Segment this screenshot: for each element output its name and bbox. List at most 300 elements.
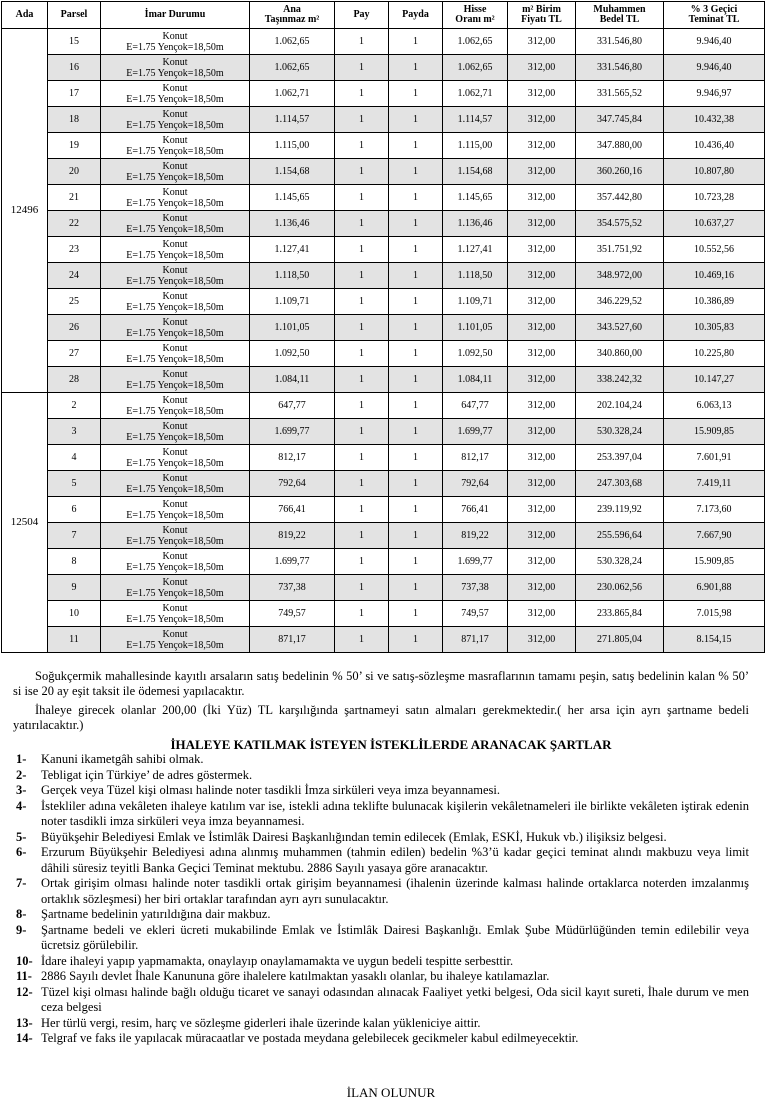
condition-number: 1-	[16, 752, 27, 766]
cell-hisse: 1.101,05	[443, 315, 508, 341]
table-row	[2, 237, 765, 263]
cell-ana-tasinmaz: 1.127,41	[250, 237, 335, 263]
condition-text: Şartname bedelinin yatırıldığına dair makbuz.	[41, 907, 271, 921]
cell-gecici-teminat: 10.147,27	[664, 367, 765, 393]
condition-item	[16, 752, 749, 768]
cell-ana-tasinmaz: 1.136,46	[250, 211, 335, 237]
cell-parsel: 19	[48, 133, 101, 159]
cell-parsel: 5	[48, 471, 101, 497]
cell-birim-fiyat: 312,00	[508, 575, 576, 601]
table-row	[2, 211, 765, 237]
condition-number: 2-	[16, 767, 27, 782]
cell-pay: 1	[335, 81, 389, 107]
cell-muhammen-bedel: 360.260,16	[576, 159, 664, 185]
table-row	[2, 289, 765, 315]
zoning-params: E=1.75 Yençok=18,50m	[126, 509, 224, 521]
cell-muhammen-bedel: 357.442,80	[576, 185, 664, 211]
cell-imar-durumu	[101, 575, 250, 601]
table-row	[2, 445, 765, 471]
zoning-type: Konut	[162, 498, 188, 510]
cell-payda: 1	[389, 159, 443, 185]
cell-parsel: 11	[48, 627, 101, 653]
cell-hisse: 737,38	[443, 575, 508, 601]
zoning-type: Konut	[162, 212, 188, 224]
zoning-params: E=1.75 Yençok=18,50m	[126, 379, 224, 391]
table-row	[2, 263, 765, 289]
table-header-row	[2, 2, 765, 29]
cell-payda: 1	[389, 575, 443, 601]
cell-payda: 1	[389, 523, 443, 549]
cell-muhammen-bedel: 343.527,60	[576, 315, 664, 341]
cell-imar-durumu	[101, 237, 250, 263]
table-row	[2, 627, 765, 653]
condition-text: 2886 Sayılı devlet İhale Kanununa göre ihalelere katılmaktan yasaklı olanlar, bu ihaleye katılamazlar.	[41, 969, 550, 983]
cell-parsel: 9	[48, 575, 101, 601]
condition-text: Ortak girişim olması halinde noter tasdikli ortak girişim beyannamesi (ihalenin üzerinde kalması halinde ortaklarca noterden imzalanmış ortaklık sözleşmesi) her biri ortaklar tarafından ayrı ayrı sunulacaktır.	[41, 876, 749, 906]
zoning-type: Konut	[162, 628, 188, 640]
condition-item	[16, 969, 749, 985]
cell-hisse: 1.118,50	[443, 263, 508, 289]
cell-pay: 1	[335, 393, 389, 419]
cell-birim-fiyat: 312,00	[508, 627, 576, 653]
cell-birim-fiyat: 312,00	[508, 133, 576, 159]
cell-hisse: 1.109,71	[443, 289, 508, 315]
cell-payda: 1	[389, 419, 443, 445]
cell-birim-fiyat: 312,00	[508, 237, 576, 263]
cell-pay: 1	[335, 237, 389, 263]
cell-gecici-teminat: 10.637,27	[664, 211, 765, 237]
condition-item	[16, 876, 749, 907]
cell-payda: 1	[389, 133, 443, 159]
cell-pay: 1	[335, 445, 389, 471]
cell-birim-fiyat: 312,00	[508, 367, 576, 393]
cell-muhammen-bedel: 233.865,84	[576, 601, 664, 627]
cell-pay: 1	[335, 575, 389, 601]
cell-gecici-teminat: 7.601,91	[664, 445, 765, 471]
cell-ana-tasinmaz: 1.115,00	[250, 133, 335, 159]
cell-gecici-teminat: 10.432,38	[664, 107, 765, 133]
cell-hisse: 749,57	[443, 601, 508, 627]
condition-text: Büyükşehir Belediyesi Emlak ve İstimlâk Dairesi Başkanlığından temin edilecek (Emlak, ESKİ, Hukuk vb.) ilişiksiz belgesi.	[41, 829, 667, 844]
cell-payda: 1	[389, 263, 443, 289]
condition-text: Her türlü vergi, resim, harç ve sözleşme giderleri ihale üzerinde kalan yükleniciye aittir.	[41, 1015, 481, 1030]
condition-number: 6-	[16, 845, 27, 859]
cell-payda: 1	[389, 107, 443, 133]
cell-birim-fiyat: 312,00	[508, 497, 576, 523]
table-row	[2, 575, 765, 601]
cell-imar-durumu	[101, 471, 250, 497]
cell-birim-fiyat: 312,00	[508, 55, 576, 81]
cell-gecici-teminat: 6.901,88	[664, 575, 765, 601]
zoning-params: E=1.75 Yençok=18,50m	[126, 67, 224, 79]
cell-gecici-teminat: 9.946,40	[664, 55, 765, 81]
cell-gecici-teminat: 7.667,90	[664, 523, 765, 549]
condition-text: İstekliler adına vekâleten ihaleye katılım var ise, istekli adına teklifte bulunacak kişilerin vekâletnameleri ile birlikte vekâleten iştirak edenin noter tasdikli imza sirküleri veya imza beyannamesi.	[41, 798, 749, 828]
cell-parsel: 28	[48, 367, 101, 393]
cell-imar-durumu	[101, 315, 250, 341]
cell-imar-durumu	[101, 601, 250, 627]
table-row	[2, 315, 765, 341]
cell-muhammen-bedel: 271.805,04	[576, 627, 664, 653]
cell-pay: 1	[335, 419, 389, 445]
condition-item	[16, 799, 749, 830]
cell-payda: 1	[389, 549, 443, 575]
cell-payda: 1	[389, 471, 443, 497]
zoning-params: E=1.75 Yençok=18,50m	[126, 145, 224, 157]
zoning-type: Konut	[162, 446, 188, 458]
condition-item	[16, 783, 749, 799]
cell-parsel: 20	[48, 159, 101, 185]
cell-muhammen-bedel: 348.972,00	[576, 263, 664, 289]
cell-imar-durumu	[101, 107, 250, 133]
cell-parsel: 24	[48, 263, 101, 289]
table-row	[2, 55, 765, 81]
cell-ana-tasinmaz: 1.062,71	[250, 81, 335, 107]
zoning-params: E=1.75 Yençok=18,50m	[126, 275, 224, 287]
zoning-type: Konut	[162, 316, 188, 328]
cell-hisse: 1.062,65	[443, 29, 508, 55]
conditions-heading: İHALEYE KATILMAK İSTEYEN İSTEKLİLERDE ARANACAK ŞARTLAR	[170, 737, 612, 752]
zoning-params: E=1.75 Yençok=18,50m	[126, 535, 224, 547]
zoning-params: E=1.75 Yençok=18,50m	[126, 405, 224, 417]
header-ada: Ada	[2, 2, 48, 29]
cell-muhammen-bedel: 351.751,92	[576, 237, 664, 263]
cell-hisse: 1.062,71	[443, 81, 508, 107]
zoning-params: E=1.75 Yençok=18,50m	[126, 301, 224, 313]
cell-payda: 1	[389, 55, 443, 81]
cell-ana-tasinmaz: 766,41	[250, 497, 335, 523]
cell-gecici-teminat: 9.946,97	[664, 81, 765, 107]
zoning-type: Konut	[162, 472, 188, 484]
header-parsel: Parsel	[48, 2, 101, 29]
cell-imar-durumu	[101, 627, 250, 653]
cell-parsel: 17	[48, 81, 101, 107]
condition-item	[16, 954, 749, 970]
cell-hisse: 792,64	[443, 471, 508, 497]
condition-number: 11-	[16, 969, 32, 983]
cell-imar-durumu	[101, 211, 250, 237]
cell-hisse: 1.127,41	[443, 237, 508, 263]
cell-payda: 1	[389, 237, 443, 263]
cell-imar-durumu	[101, 55, 250, 81]
cell-hisse: 1.084,11	[443, 367, 508, 393]
cell-ana-tasinmaz: 1.114,57	[250, 107, 335, 133]
zoning-params: E=1.75 Yençok=18,50m	[126, 561, 224, 573]
cell-muhammen-bedel: 239.119,92	[576, 497, 664, 523]
header-imar-durumu: İmar Durumu	[101, 2, 250, 29]
cell-payda: 1	[389, 341, 443, 367]
condition-item	[16, 845, 749, 876]
cell-ana-tasinmaz: 1.092,50	[250, 341, 335, 367]
cell-gecici-teminat: 9.946,40	[664, 29, 765, 55]
cell-ana-tasinmaz: 749,57	[250, 601, 335, 627]
cell-hisse: 647,77	[443, 393, 508, 419]
header-payda: Payda	[389, 2, 443, 29]
cell-payda: 1	[389, 497, 443, 523]
cell-payda: 1	[389, 315, 443, 341]
cell-hisse: 819,22	[443, 523, 508, 549]
cell-hisse: 1.136,46	[443, 211, 508, 237]
table-row	[2, 107, 765, 133]
zoning-type: Konut	[162, 394, 188, 406]
cell-pay: 1	[335, 497, 389, 523]
table-row	[2, 393, 765, 419]
cell-muhammen-bedel: 530.328,24	[576, 549, 664, 575]
cell-gecici-teminat: 10.552,56	[664, 237, 765, 263]
condition-number: 13-	[16, 1015, 33, 1030]
cell-parsel: 10	[48, 601, 101, 627]
cell-parsel: 3	[48, 419, 101, 445]
cell-pay: 1	[335, 523, 389, 549]
cell-birim-fiyat: 312,00	[508, 341, 576, 367]
cell-ana-tasinmaz: 1.699,77	[250, 549, 335, 575]
cell-gecici-teminat: 6.063,13	[664, 393, 765, 419]
zoning-params: E=1.75 Yençok=18,50m	[126, 249, 224, 261]
zoning-type: Konut	[162, 186, 188, 198]
conditions-list	[16, 752, 749, 1047]
condition-number: 10-	[16, 953, 33, 968]
cell-gecici-teminat: 10.386,89	[664, 289, 765, 315]
zoning-params: E=1.75 Yençok=18,50m	[126, 41, 224, 53]
cell-pay: 1	[335, 133, 389, 159]
cell-ana-tasinmaz: 819,22	[250, 523, 335, 549]
cell-pay: 1	[335, 341, 389, 367]
zoning-type: Konut	[162, 160, 188, 172]
zoning-params: E=1.75 Yençok=18,50m	[126, 353, 224, 365]
cell-birim-fiyat: 312,00	[508, 471, 576, 497]
cell-ana-tasinmaz: 1.084,11	[250, 367, 335, 393]
header-pay: Pay	[335, 2, 389, 29]
zoning-type: Konut	[162, 264, 188, 276]
zoning-params: E=1.75 Yençok=18,50m	[126, 197, 224, 209]
header-muhammen-bedel: Muhammen Bedel TL	[576, 2, 664, 29]
cell-payda: 1	[389, 367, 443, 393]
cell-gecici-teminat: 15.909,85	[664, 549, 765, 575]
cell-imar-durumu	[101, 289, 250, 315]
cell-gecici-teminat: 15.909,85	[664, 419, 765, 445]
cell-muhammen-bedel: 230.062,56	[576, 575, 664, 601]
cell-payda: 1	[389, 29, 443, 55]
cell-birim-fiyat: 312,00	[508, 185, 576, 211]
condition-item	[16, 1016, 749, 1032]
zoning-type: Konut	[162, 602, 188, 614]
header-gecici-teminat: % 3 Geçici Teminat TL	[664, 2, 765, 29]
zoning-type: Konut	[162, 576, 188, 588]
cell-birim-fiyat: 312,00	[508, 81, 576, 107]
cell-ana-tasinmaz: 647,77	[250, 393, 335, 419]
cell-ana-tasinmaz: 1.101,05	[250, 315, 335, 341]
cell-pay: 1	[335, 107, 389, 133]
condition-item	[16, 985, 749, 1016]
zoning-type: Konut	[162, 342, 188, 354]
cell-parsel: 4	[48, 445, 101, 471]
table-row	[2, 497, 765, 523]
cell-muhammen-bedel: 354.575,52	[576, 211, 664, 237]
cell-imar-durumu	[101, 497, 250, 523]
cell-birim-fiyat: 312,00	[508, 393, 576, 419]
cell-muhammen-bedel: 331.546,80	[576, 55, 664, 81]
cell-hisse: 766,41	[443, 497, 508, 523]
cell-birim-fiyat: 312,00	[508, 289, 576, 315]
cell-imar-durumu	[101, 159, 250, 185]
cell-imar-durumu	[101, 445, 250, 471]
cell-pay: 1	[335, 289, 389, 315]
zoning-params: E=1.75 Yençok=18,50m	[126, 431, 224, 443]
cell-birim-fiyat: 312,00	[508, 29, 576, 55]
zoning-params: E=1.75 Yençok=18,50m	[126, 119, 224, 131]
condition-item	[16, 907, 749, 923]
cell-gecici-teminat: 7.015,98	[664, 601, 765, 627]
table-row	[2, 549, 765, 575]
cell-parsel: 25	[48, 289, 101, 315]
cell-pay: 1	[335, 549, 389, 575]
cell-ana-tasinmaz: 792,64	[250, 471, 335, 497]
cell-gecici-teminat: 10.436,40	[664, 133, 765, 159]
cell-imar-durumu	[101, 81, 250, 107]
table-row	[2, 341, 765, 367]
cell-ana-tasinmaz: 1.062,65	[250, 29, 335, 55]
cell-pay: 1	[335, 367, 389, 393]
cell-pay: 1	[335, 601, 389, 627]
cell-ada: 12496	[2, 29, 48, 393]
table-row	[2, 601, 765, 627]
zoning-params: E=1.75 Yençok=18,50m	[126, 93, 224, 105]
cell-imar-durumu	[101, 185, 250, 211]
cell-parsel: 22	[48, 211, 101, 237]
cell-payda: 1	[389, 185, 443, 211]
zoning-type: Konut	[162, 420, 188, 432]
cell-hisse: 812,17	[443, 445, 508, 471]
cell-imar-durumu	[101, 263, 250, 289]
cell-imar-durumu	[101, 367, 250, 393]
condition-text: İdare ihaleyi yapıp yapmamakta, onaylayıp onaylamamakta ve uygun bedeli tespitte serbesttir.	[41, 953, 514, 968]
cell-payda: 1	[389, 289, 443, 315]
condition-item	[16, 1031, 749, 1047]
cell-pay: 1	[335, 627, 389, 653]
condition-item	[16, 923, 749, 954]
cell-parsel: 15	[48, 29, 101, 55]
cell-birim-fiyat: 312,00	[508, 549, 576, 575]
cell-hisse: 871,17	[443, 627, 508, 653]
condition-number: 8-	[16, 907, 27, 921]
cell-ana-tasinmaz: 1.109,71	[250, 289, 335, 315]
header-ana-tasinmaz: Ana Taşınmaz m²	[250, 2, 335, 29]
cell-imar-durumu	[101, 549, 250, 575]
cell-parsel: 8	[48, 549, 101, 575]
condition-text: Erzurum Büyükşehir Belediyesi adına alınmış muhammen (tahmin edilen) bedelin %3’ü kadar geçici teminat alındı makbuzu veya limit dâhili süresiz teyitli Banka Geçici Teminat mektubu. 2886 Sayılı yasaya göre aranacaktır.	[41, 845, 749, 875]
cell-birim-fiyat: 312,00	[508, 601, 576, 627]
cell-birim-fiyat: 312,00	[508, 523, 576, 549]
zoning-params: E=1.75 Yençok=18,50m	[126, 639, 224, 651]
cell-pay: 1	[335, 211, 389, 237]
cell-gecici-teminat: 10.723,28	[664, 185, 765, 211]
cell-ana-tasinmaz: 871,17	[250, 627, 335, 653]
parcel-table-body	[2, 29, 765, 653]
header-hisse: Hisse Oranı m²	[443, 2, 508, 29]
zoning-type: Konut	[162, 368, 188, 380]
zoning-params: E=1.75 Yençok=18,50m	[126, 613, 224, 625]
cell-muhammen-bedel: 347.880,00	[576, 133, 664, 159]
cell-pay: 1	[335, 159, 389, 185]
table-row	[2, 133, 765, 159]
condition-number: 3-	[16, 783, 27, 797]
cell-parsel: 7	[48, 523, 101, 549]
cell-parsel: 2	[48, 393, 101, 419]
cell-parsel: 18	[48, 107, 101, 133]
cell-muhammen-bedel: 331.546,80	[576, 29, 664, 55]
cell-parsel: 6	[48, 497, 101, 523]
table-row	[2, 367, 765, 393]
cell-birim-fiyat: 312,00	[508, 159, 576, 185]
parcel-table	[1, 1, 765, 653]
table-row	[2, 29, 765, 55]
cell-hisse: 1.699,77	[443, 549, 508, 575]
cell-muhammen-bedel: 255.596,64	[576, 523, 664, 549]
cell-gecici-teminat: 7.173,60	[664, 497, 765, 523]
cell-muhammen-bedel: 338.242,32	[576, 367, 664, 393]
zoning-params: E=1.75 Yençok=18,50m	[126, 483, 224, 495]
table-row	[2, 159, 765, 185]
cell-ana-tasinmaz: 1.154,68	[250, 159, 335, 185]
cell-imar-durumu	[101, 393, 250, 419]
cell-parsel: 16	[48, 55, 101, 81]
condition-number: 9-	[16, 922, 27, 937]
condition-number: 14-	[16, 1031, 33, 1045]
table-row	[2, 81, 765, 107]
specification-fee-paragraph: İhaleye girecek olanlar 200,00 (İki Yüz) TL karşılığında şartnameyi satın almaları gerekmektedir.( her arsa için ayrı şartname bedeli yatırılacaktır.)	[13, 703, 749, 732]
payment-terms-paragraph: Soğukçermik mahallesinde kayıtlı arsaların satış bedelinin % 50’ si ve satış-sözleşme masraflarının tamamı peşin, satış bedelinin kalan % 50’ si ise 20 ay eşit taksit ile ödemesi yapılacaktır.	[13, 669, 749, 698]
cell-hisse: 1.114,57	[443, 107, 508, 133]
cell-ana-tasinmaz: 812,17	[250, 445, 335, 471]
cell-muhammen-bedel: 340.860,00	[576, 341, 664, 367]
cell-gecici-teminat: 7.419,11	[664, 471, 765, 497]
cell-muhammen-bedel: 530.328,24	[576, 419, 664, 445]
condition-number: 4-	[16, 798, 27, 813]
cell-birim-fiyat: 312,00	[508, 445, 576, 471]
cell-ana-tasinmaz: 1.062,65	[250, 55, 335, 81]
cell-gecici-teminat: 10.225,80	[664, 341, 765, 367]
cell-payda: 1	[389, 393, 443, 419]
zoning-type: Konut	[162, 238, 188, 250]
cell-pay: 1	[335, 471, 389, 497]
cell-muhammen-bedel: 346.229,52	[576, 289, 664, 315]
condition-item	[16, 768, 749, 784]
cell-imar-durumu	[101, 419, 250, 445]
condition-text: Gerçek veya Tüzel kişi olması halinde noter tasdikli İmza sirküleri veya imza beyannamesi.	[41, 783, 500, 797]
cell-hisse: 1.145,65	[443, 185, 508, 211]
cell-gecici-teminat: 8.154,15	[664, 627, 765, 653]
cell-hisse: 1.062,65	[443, 55, 508, 81]
zoning-type: Konut	[162, 56, 188, 68]
cell-pay: 1	[335, 315, 389, 341]
condition-number: 7-	[16, 876, 27, 890]
cell-imar-durumu	[101, 133, 250, 159]
zoning-params: E=1.75 Yençok=18,50m	[126, 587, 224, 599]
cell-ana-tasinmaz: 1.699,77	[250, 419, 335, 445]
condition-text: Tebligat için Türkiye’ de adres göstermek.	[41, 767, 253, 782]
cell-muhammen-bedel: 331.565,52	[576, 81, 664, 107]
cell-ana-tasinmaz: 737,38	[250, 575, 335, 601]
cell-muhammen-bedel: 247.303,68	[576, 471, 664, 497]
zoning-type: Konut	[162, 550, 188, 562]
cell-payda: 1	[389, 601, 443, 627]
cell-parsel: 26	[48, 315, 101, 341]
zoning-params: E=1.75 Yençok=18,50m	[126, 457, 224, 469]
cell-hisse: 1.699,77	[443, 419, 508, 445]
condition-text: Kanuni ikametgâh sahibi olmak.	[41, 752, 204, 766]
cell-muhammen-bedel: 253.397,04	[576, 445, 664, 471]
cell-payda: 1	[389, 81, 443, 107]
